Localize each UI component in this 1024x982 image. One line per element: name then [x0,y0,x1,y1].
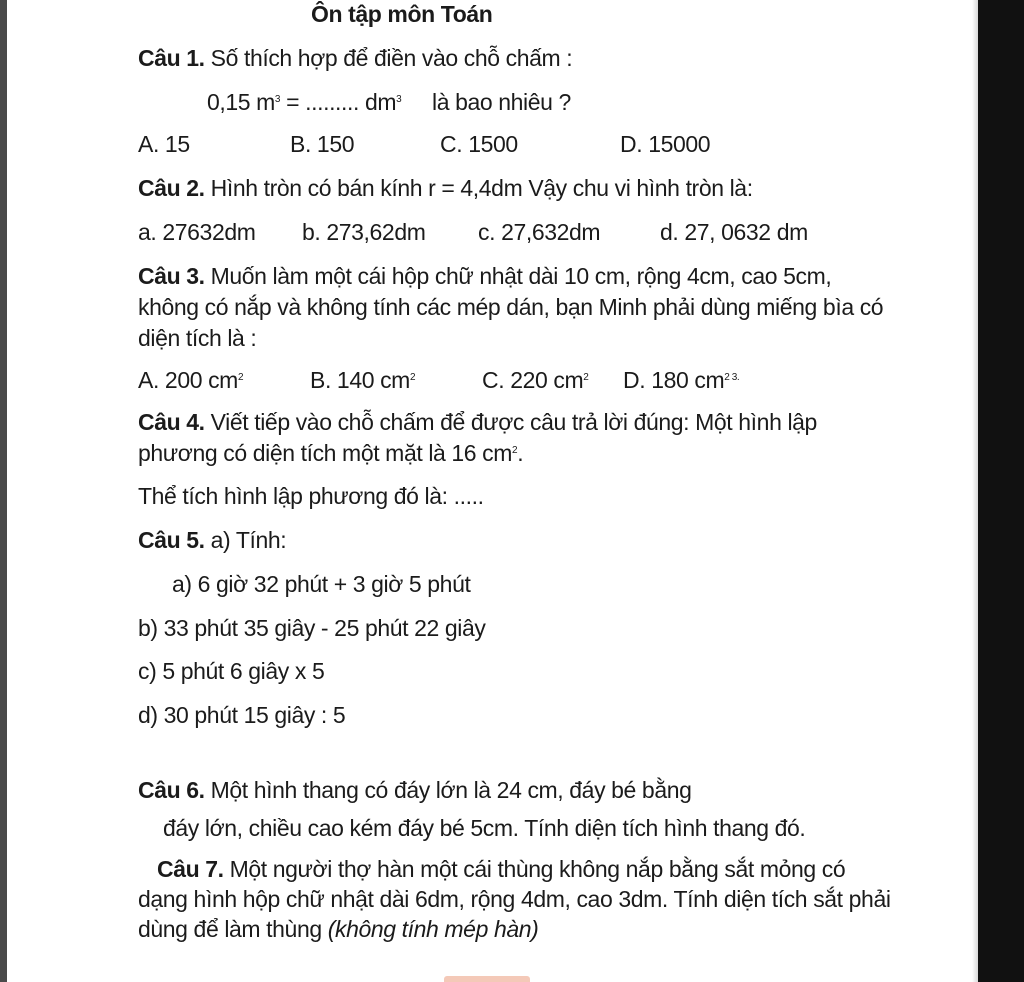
q3-option-d [623,366,739,394]
q7-line-3-italic: (không tính mép hàn) [327,916,539,942]
question-4-label: Câu 4. [138,409,205,435]
q1-option-d: D. 15000 [620,131,711,157]
q3-option-b [310,366,415,394]
question-4 [138,408,817,436]
q3-option-a-sup: 2 [237,372,244,383]
q5-item-a: a) 6 giờ 32 phút + 3 giờ 5 phút [172,571,471,597]
q2-option-d: d. 27, 0632 dm [660,219,808,245]
page-bottom-mark [444,976,530,982]
q2-option-c: c. 27,632dm [478,219,601,245]
q3-option-c-text: C. 220 cm [482,367,584,393]
q1-option-b: B. 150 [290,131,355,157]
q5-item-b: b) 33 phút 35 giây - 25 phút 22 giây [138,615,486,641]
question-1-expression [207,88,401,116]
question-7-line-3 [138,915,538,943]
question-2-text: Hình tròn có bán kính r = 4,4dm Vậy chu vi hình tròn là: [210,175,753,201]
q5-item-c: c) 5 phút 6 giây x 5 [138,658,325,684]
question-2-label: Câu 2. [138,175,205,201]
q1-expr-a: 0,15 m [207,89,275,115]
q1-sup-b: 3 [396,94,402,105]
q2-option-a: a. 27632dm [138,219,256,245]
question-1 [138,44,572,72]
question-5-label: Câu 5. [138,527,205,553]
q7-line-3-text: dùng để làm thùng [138,916,322,942]
question-3-line-1: Muốn làm một cái hộp chữ nhật dài 10 cm, rộng 4cm, cao 5cm, [210,263,832,289]
question-6 [138,776,692,804]
q1-expr-end: là bao nhiêu ? [432,89,571,115]
question-4-line-3: Thể tích hình lập phương đó là: ..... [138,483,484,509]
q5-item-d: d) 30 phút 15 giây : 5 [138,702,346,728]
q3-option-c [482,366,588,394]
q3-option-a-text: A. 200 cm [138,367,238,393]
q3-option-d-sup: 2 3. [724,372,740,383]
question-3 [138,262,831,290]
question-6-line-1: Một hình thang có đáy lớn là 24 cm, đáy bé bằng [210,777,692,803]
q1-option-c: C. 1500 [440,131,518,157]
question-5-text: a) Tính: [210,527,287,553]
question-6-line-2: đáy lớn, chiều cao kém đáy bé 5cm. Tính diện tích hình thang đó. [163,815,806,841]
q1-expr-b: = ......... dm [280,89,397,115]
question-3-line-3: diện tích là : [138,325,257,351]
question-4-line-2 [138,439,523,467]
page-title: Ôn tập môn Toán [311,1,493,27]
question-7-line-1: Một người thợ hàn một cái thùng không nắp bằng sắt mỏng có [229,856,846,882]
question-3-line-2: không có nắp và không tính các mép dán, bạn Minh phải dùng miếng bìa có [138,294,884,320]
question-5 [138,526,286,554]
question-6-label: Câu 6. [138,777,205,803]
q3-option-a [138,366,243,394]
q2-option-b: b. 273,62dm [302,219,426,245]
question-7-label: Câu 7. [157,856,224,882]
q3-option-b-text: B. 140 cm [310,367,410,393]
question-1-text: Số thích hợp để điền vào chỗ chấm : [210,45,573,71]
viewer-right-bar [978,0,1024,982]
q1-option-a: A. 15 [138,131,190,157]
q1-sup-a: 3 [274,94,281,105]
question-3-label: Câu 3. [138,263,205,289]
question-7 [157,855,845,883]
question-2 [138,174,753,202]
q3-option-d-text: D. 180 cm [623,367,725,393]
q3-option-b-sup: 2 [409,372,416,383]
q4-line-2-text: phương có diện tích một mặt là 16 cm [138,440,513,466]
q3-option-c-sup: 2 [583,372,589,383]
question-4-line-1: Viết tiếp vào chỗ chấm để được câu trả lời đúng: Một hình lập [210,409,817,435]
question-1-label: Câu 1. [138,45,205,71]
q4-line-2-end: . [517,440,524,466]
q4-line-2-sup: 2 [512,445,518,456]
question-7-line-2: dạng hình hộp chữ nhật dài 6dm, rộng 4dm, cao 3dm. Tính diện tích sắt phải [138,886,891,912]
page-left-edge [0,0,7,982]
